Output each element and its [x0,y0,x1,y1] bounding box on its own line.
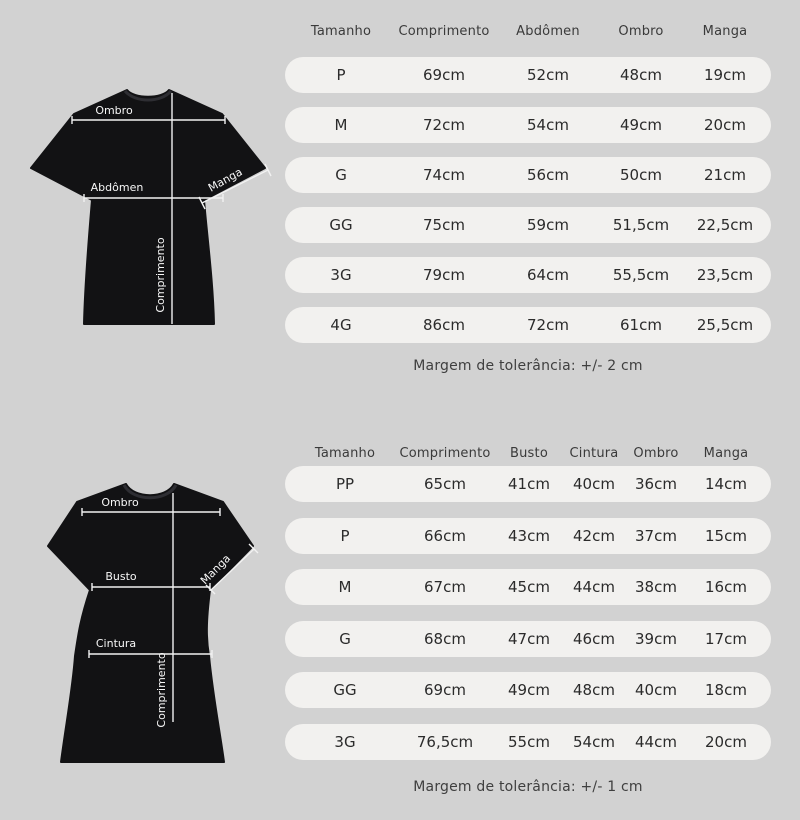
table-row [285,672,771,708]
mens-shoulder-label: Ombro [95,104,133,117]
womens-size-table [285,420,771,820]
measure-cell: 75cm [423,216,465,234]
size-cell: G [335,166,347,184]
measure-cell: 48cm [620,66,662,84]
size-cell: P [336,66,346,84]
womens-tshirt-silhouette [48,484,253,762]
size-cell: 3G [334,733,356,751]
measure-cell: 74cm [423,166,465,184]
table-row [285,257,771,293]
measure-cell: 15cm [705,527,747,545]
size-cell: P [340,527,350,545]
measure-cell: 16cm [705,578,747,596]
measure-cell: 45cm [508,578,550,596]
measure-cell: 65cm [424,475,466,493]
table-row [285,621,771,657]
measure-cell: 40cm [573,475,615,493]
size-cell: 3G [330,266,352,284]
column-header-manga: Manga [703,446,749,461]
measure-cell: 67cm [424,578,466,596]
table-row [285,569,771,605]
measure-cell: 52cm [527,66,569,84]
womens-bust-label: Busto [105,570,137,583]
measure-cell: 22,5cm [696,216,754,234]
table-row [285,207,771,243]
measure-cell: 69cm [423,66,465,84]
mens-table-header [285,24,771,42]
measure-cell: 59cm [527,216,569,234]
measure-cell: 54cm [527,116,569,134]
table-row [285,157,771,193]
measure-cell: 49cm [620,116,662,134]
measure-cell: 46cm [573,630,615,648]
column-header-ombro: Ombro [633,446,679,461]
table-row [285,518,771,554]
measure-cell: 68cm [424,630,466,648]
measure-cell: 20cm [705,733,747,751]
measure-cell: 64cm [527,266,569,284]
womens-table-header [285,446,771,464]
womens-length-label: Comprimento [155,652,168,728]
measure-cell: 43cm [508,527,550,545]
column-header-comprimento: Comprimento [399,446,491,461]
size-cell: G [339,630,351,648]
column-header-cintura: Cintura [569,446,619,461]
measure-cell: 40cm [635,681,677,699]
measure-cell: 79cm [423,266,465,284]
measure-cell: 54cm [573,733,615,751]
measure-cell: 66cm [424,527,466,545]
measure-cell: 36cm [635,475,677,493]
measure-cell: 76,5cm [416,733,474,751]
table-row [285,107,771,143]
womens-tolerance-note: Margem de tolerância: +/- 1 cm [413,779,643,795]
measure-cell: 86cm [423,316,465,334]
column-header-ombro: Ombro [618,24,664,39]
measure-cell: 55cm [508,733,550,751]
table-row [285,466,771,502]
measure-cell: 20cm [704,116,746,134]
size-cell: PP [335,475,355,493]
measure-cell: 37cm [635,527,677,545]
measure-cell: 47cm [508,630,550,648]
measure-cell: 72cm [527,316,569,334]
size-cell: 4G [330,316,352,334]
column-header-busto: Busto [510,446,548,461]
size-cell: GG [329,216,353,234]
size-cell: M [338,578,352,596]
measure-cell: 23,5cm [696,266,754,284]
table-row [285,57,771,93]
column-header-tamanho: Tamanho [310,24,372,39]
measure-cell: 38cm [635,578,677,596]
mens-length-label: Comprimento [154,237,167,313]
mens-size-table [285,0,771,400]
measure-cell: 44cm [635,733,677,751]
measure-cell: 17cm [705,630,747,648]
column-header-abdomen: Abdômen [516,24,580,39]
mens-tolerance-note: Margem de tolerância: +/- 2 cm [413,358,643,374]
measure-cell: 49cm [508,681,550,699]
mens-tshirt-figure [18,76,278,352]
table-row [285,724,771,760]
measure-cell: 41cm [508,475,550,493]
measure-cell: 42cm [573,527,615,545]
measure-cell: 19cm [704,66,746,84]
mens-tshirt-silhouette [31,90,265,324]
measure-cell: 55,5cm [612,266,670,284]
measure-cell: 14cm [705,475,747,493]
measure-cell: 69cm [424,681,466,699]
mens-abdomen-label: Abdômen [90,181,144,194]
measure-cell: 51,5cm [612,216,670,234]
measure-cell: 56cm [527,166,569,184]
measure-cell: 50cm [620,166,662,184]
womens-waist-label: Cintura [95,637,137,650]
size-cell: GG [333,681,357,699]
measure-cell: 72cm [423,116,465,134]
measure-cell: 48cm [573,681,615,699]
measure-cell: 44cm [573,578,615,596]
measure-cell: 39cm [635,630,677,648]
measure-cell: 18cm [705,681,747,699]
measure-cell: 21cm [704,166,746,184]
mens-sleeve-label: Manga [205,165,245,195]
column-header-comprimento: Comprimento [398,24,490,39]
womens-sleeve-label: Manga [197,551,234,588]
table-row [285,307,771,343]
measure-cell: 61cm [620,316,662,334]
measure-cell: 25,5cm [696,316,754,334]
womens-shoulder-label: Ombro [101,496,139,509]
column-header-manga: Manga [702,24,748,39]
womens-tshirt-figure [20,472,270,772]
column-header-tamanho: Tamanho [314,446,376,461]
size-cell: M [334,116,348,134]
